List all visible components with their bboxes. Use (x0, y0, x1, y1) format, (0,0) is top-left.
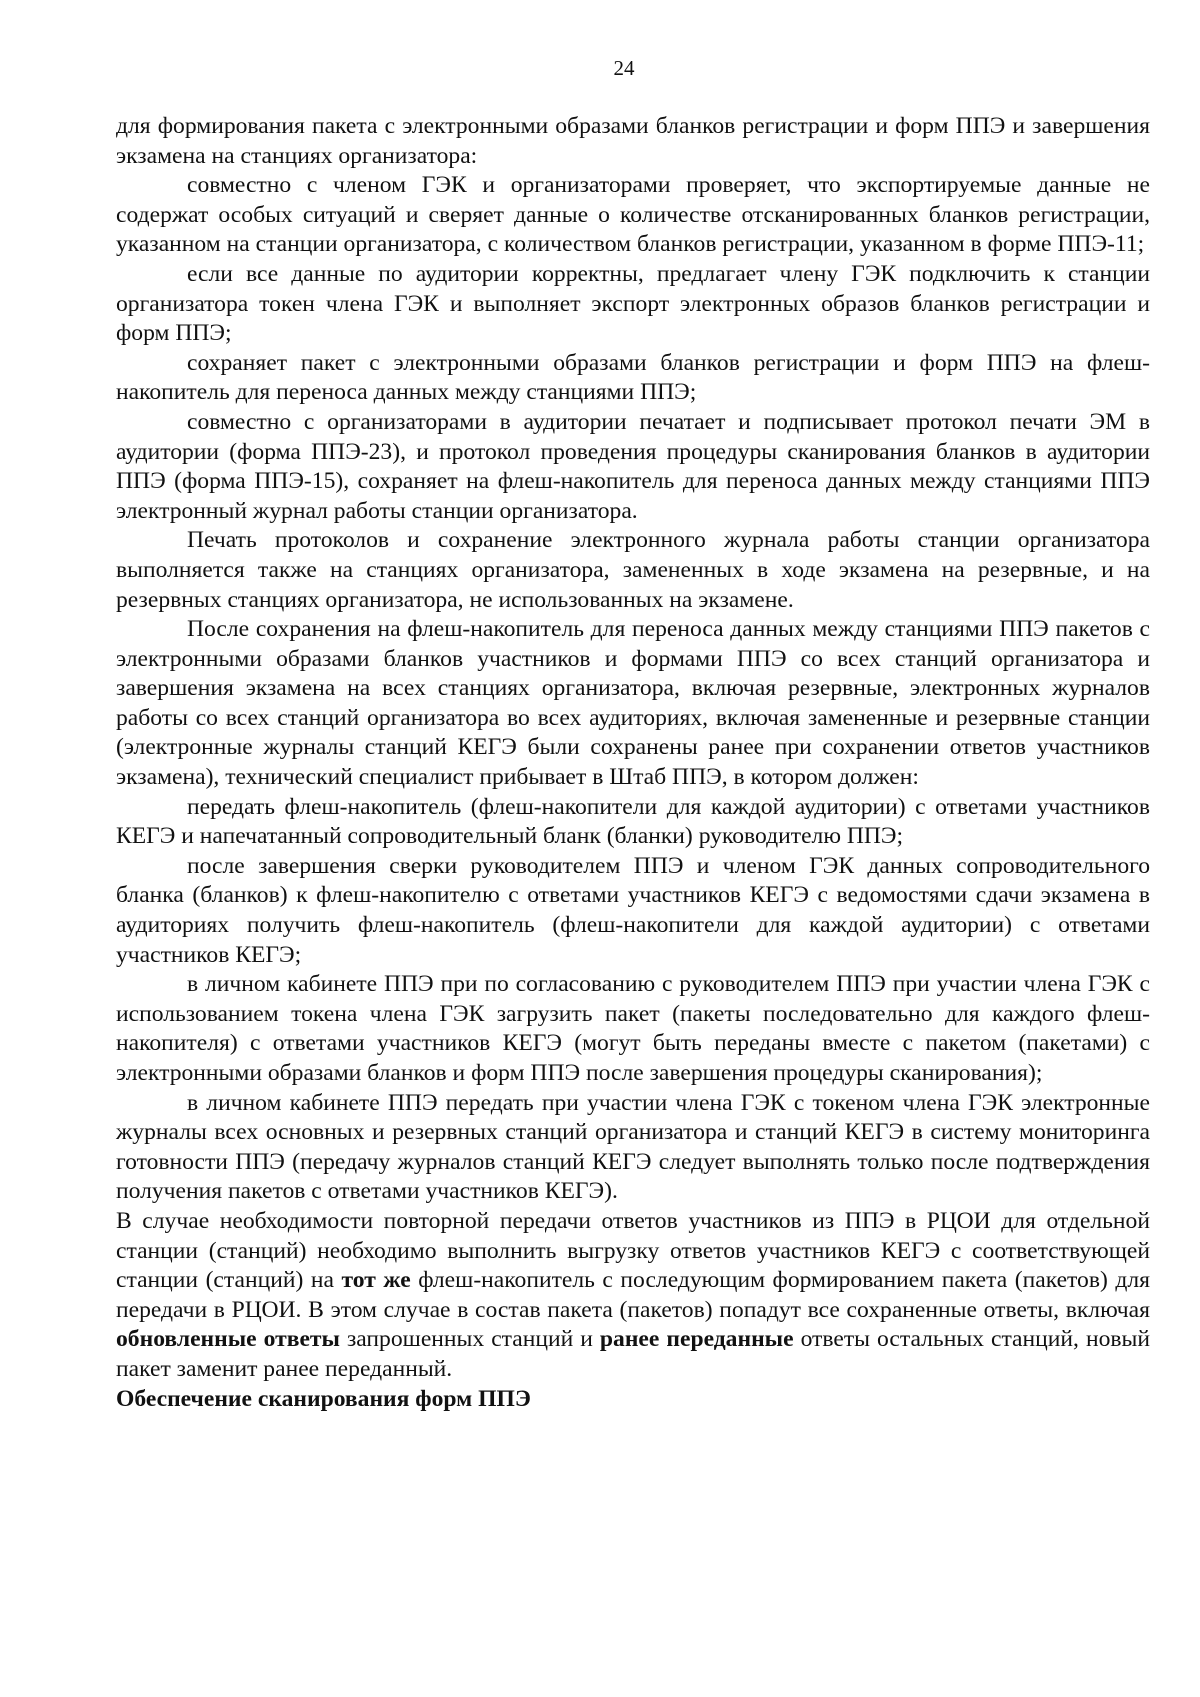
document-body (116, 112, 1150, 1414)
text-segment: ответы остальных станций, новый пакет заменит ранее переданный. (116, 1326, 1150, 1382)
text-segment: запрошенных станций и (339, 1326, 600, 1353)
paragraph: в личном кабинете ППЭ передать при участии члена ГЭК с токеном члена ГЭК электронные журналы всех основных и резервных станций организатора и станций КЕГЭ в систему мониторинга готовности ППЭ (передачу журналов станций КЕГЭ следует выполнять только после подтверждения получения пакетов с ответами участников КЕГЭ). (116, 1089, 1150, 1205)
paragraph: После сохранения на флеш-накопитель для переноса данных между станциями ППЭ пакетов с электронными образами бланков участников и формами ППЭ со всех станций организатора и завершения экзамена на всех станциях организатора, включая резервные, электронных журналов работы со всех станций организатора во всех аудиториях, включая замененные и резервные станции (электронные журналы станций КЕГЭ были сохранены ранее при сохранении ответов участников экзамена), технический специалист прибывает в Штаб ППЭ, в котором должен: (116, 616, 1150, 791)
emphasis-same-drive: тот же (341, 1267, 411, 1294)
paragraph-repeat-transfer (116, 1207, 1150, 1385)
text-segment: В случае необходимости повторной передачи ответов участников из ППЭ в РЦОИ для отдельной станции (станций) необходимо выполнить выгрузку ответов участников КЕГЭ с соответствующей станции (станций) на (116, 1207, 1150, 1294)
text-segment: флеш-накопитель с последующим формированием пакета (пакетов) для передачи в РЦОИ. В этом случае в состав пакета (пакетов) попадут все сохраненные ответы, включая (116, 1267, 1150, 1323)
emphasis-previously-sent: ранее переданные (599, 1326, 794, 1353)
section-heading: Обеспечение сканирования форм ППЭ (116, 1385, 531, 1412)
page-number: 24 (613, 56, 635, 80)
paragraph: для формирования пакета с электронными образами бланков регистрации и форм ППЭ и завершения экзамена на станциях организатора: (116, 113, 1150, 169)
paragraph: совместно с членом ГЭК и организаторами проверяет, что экспортируемые данные не содержат особых ситуаций и сверяет данные о количестве отсканированных бланков регистрации, указанном на станции организатора, с количеством бланков регистрации, указанном в форме ППЭ-11; (116, 172, 1150, 258)
paragraph: в личном кабинете ППЭ при по согласованию с руководителем ППЭ при участии члена ГЭК с использованием токена члена ГЭК загрузить пакет (пакеты последовательно для каждого флеш-накопителя) с ответами участников КЕГЭ (могут быть переданы вместе с пакетом (пакетами) с электронными образами бланков и форм ППЭ после завершения процедуры сканирования); (116, 971, 1150, 1086)
paragraph: сохраняет пакет с электронными образами бланков регистрации и форм ППЭ на флеш-накопитель для переноса данных между станциями ППЭ; (116, 349, 1150, 406)
paragraph: после завершения сверки руководителем ППЭ и членом ГЭК данных сопроводительного бланка (бланков) к флеш-накопителю с ответами участников КЕГЭ с ведомостями сдачи экзамена в аудиториях получить флеш-накопитель (флеш-накопители для каждой аудитории) с ответами участников КЕГЭ; (116, 852, 1150, 968)
paragraph: если все данные по аудитории корректны, предлагает члену ГЭК подключить к станции организатора токен члена ГЭК и выполняет экспорт электронных образов бланков регистрации и форм ППЭ; (116, 260, 1150, 347)
emphasis-updated-answers: обновленные ответы (116, 1326, 340, 1353)
paragraph: передать флеш-накопитель (флеш-накопители для каждой аудитории) с ответами участников КЕГЭ и напечатанный сопроводительный бланк (бланки) руководителю ППЭ; (116, 793, 1150, 850)
paragraph: совместно с организаторами в аудитории печатает и подписывает протокол печати ЭМ в аудитории (форма ППЭ-23), и протокол проведения процедуры сканирования бланков в аудитории ППЭ (форма ППЭ-15), сохраняет на флеш-накопитель для переноса данных между станциями ППЭ электронный журнал работы станции организатора. (116, 408, 1150, 524)
paragraph: Печать протоколов и сохранение электронного журнала работы станции организатора выполняется также на станциях организатора, замененных в ходе экзамена на резервные, и на резервных станциях организатора, не использованных на экзамене. (116, 527, 1150, 613)
